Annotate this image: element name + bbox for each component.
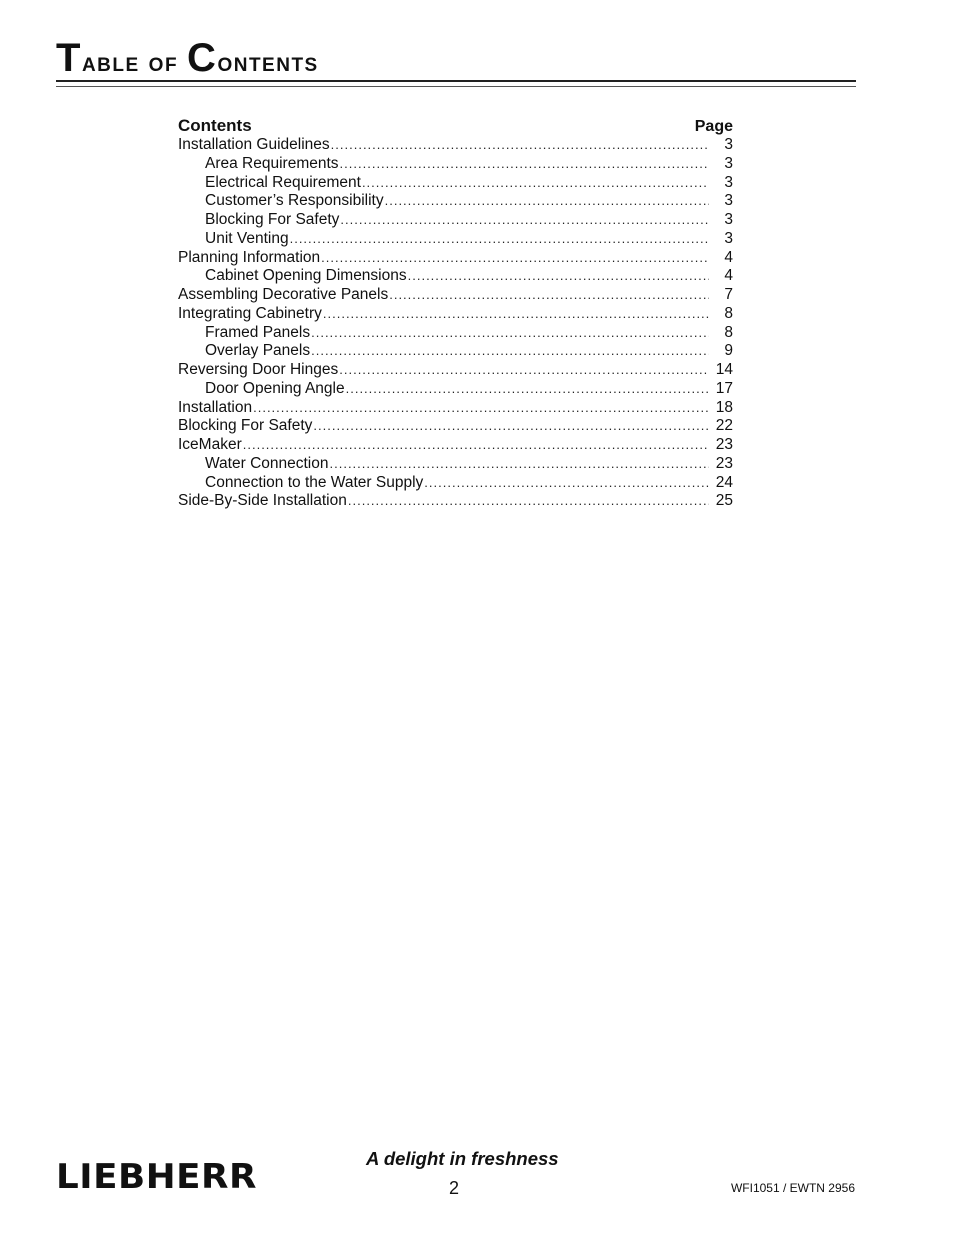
- toc-leader-dots: [323, 305, 709, 324]
- toc-leader-dots: [313, 417, 709, 436]
- toc-entry-label: Framed Panels: [205, 323, 311, 341]
- toc-entry-label: Reversing Door Hinges: [178, 361, 339, 378]
- toc-entry[interactable]: [178, 342, 733, 361]
- toc-leader-dots: [424, 474, 709, 493]
- toc-entry-page: 17: [715, 379, 733, 397]
- toc-entry-label: Installation: [178, 398, 253, 416]
- toc-entry[interactable]: [178, 230, 733, 249]
- toc-leader-dots: [340, 211, 709, 230]
- toc-entry[interactable]: [178, 492, 733, 511]
- toc-leader-dots: [243, 436, 709, 455]
- page-title: [56, 38, 319, 78]
- toc-entry-page: 25: [715, 492, 733, 510]
- toc-entry[interactable]: [178, 267, 733, 286]
- toc-page-heading: Page: [694, 118, 733, 135]
- toc-leader-dots: [311, 324, 709, 343]
- toc-entry-label: Assembling Decorative Panels: [178, 286, 389, 303]
- model-number: WFI1051 / EWTN 2956: [730, 1181, 855, 1195]
- title-part-2: ontents: [217, 47, 319, 77]
- toc-leader-dots: [253, 399, 709, 418]
- table-of-contents: [178, 111, 733, 511]
- toc-entry-page: 3: [724, 211, 733, 228]
- toc-entry-page: 22: [715, 417, 733, 435]
- toc-leader-dots: [408, 267, 709, 286]
- toc-entry[interactable]: [178, 455, 733, 474]
- toc-entry[interactable]: [178, 211, 733, 230]
- toc-entry-page: 18: [715, 398, 733, 416]
- toc-entry[interactable]: [178, 305, 733, 324]
- toc-entry-page: 3: [724, 192, 733, 210]
- toc-entry-label: Blocking For Safety: [205, 211, 340, 228]
- toc-entry-label: Cabinet Opening Dimensions: [205, 267, 407, 285]
- page-number: 2: [449, 1178, 460, 1198]
- toc-list: [178, 136, 733, 511]
- toc-leader-dots: [321, 249, 709, 268]
- toc-entry-label: Unit Venting: [205, 229, 289, 247]
- toc-leader-dots: [385, 192, 709, 211]
- toc-entry-page: 7: [724, 286, 733, 303]
- toc-leader-dots: [311, 342, 709, 361]
- toc-leader-dots: [346, 380, 709, 399]
- toc-leader-dots: [290, 230, 709, 249]
- title-initial-t: T: [56, 36, 82, 80]
- toc-entry-page: 3: [724, 136, 733, 153]
- header-rule-thick: [56, 80, 856, 82]
- toc-entry[interactable]: [178, 249, 733, 268]
- toc-entry-label: Blocking For Safety: [178, 417, 313, 435]
- toc-entry-label: Integrating Cabinetry: [178, 304, 322, 322]
- toc-entry[interactable]: [178, 286, 733, 305]
- toc-entry-label: Overlay Panels: [205, 342, 311, 360]
- toc-entry[interactable]: [178, 361, 733, 380]
- toc-entry[interactable]: [178, 174, 733, 193]
- toc-entry-page: 23: [715, 436, 733, 453]
- toc-entry-label: Door Opening Angle: [205, 379, 345, 397]
- toc-entry-page: 4: [724, 248, 733, 266]
- toc-entry[interactable]: [178, 380, 733, 399]
- toc-entry-label: Electrical Requirement: [205, 173, 361, 191]
- toc-leader-dots: [348, 492, 709, 511]
- toc-entry-page: 14: [715, 361, 733, 378]
- toc-entry[interactable]: [178, 192, 733, 211]
- toc-leader-dots: [339, 361, 709, 380]
- toc-entry-page: 8: [724, 304, 733, 322]
- toc-entry[interactable]: [178, 155, 733, 174]
- title-initial-c: C: [187, 36, 218, 80]
- toc-entry-label: Planning Information: [178, 248, 321, 266]
- footer-tagline: A delight in freshness: [366, 1148, 559, 1169]
- toc-entry-label: Customer’s Responsibility: [205, 192, 384, 210]
- toc-entry-label: Water Connection: [205, 454, 329, 472]
- toc-heading: Contents: [178, 116, 252, 135]
- toc-entry[interactable]: [178, 436, 733, 455]
- toc-entry[interactable]: [178, 474, 733, 493]
- toc-leader-dots: [330, 455, 710, 474]
- toc-leader-dots: [340, 155, 709, 174]
- toc-entry[interactable]: [178, 399, 733, 418]
- toc-entry-page: 4: [724, 267, 733, 285]
- header-rule-thin: [56, 86, 856, 87]
- toc-leader-dots: [362, 174, 709, 193]
- toc-entry-label: Installation Guidelines: [178, 136, 330, 153]
- toc-entry-label: IceMaker: [178, 436, 242, 453]
- toc-entry-page: 3: [724, 173, 733, 191]
- toc-entry[interactable]: [178, 417, 733, 436]
- toc-entry-page: 9: [724, 342, 733, 360]
- toc-entry-page: 3: [724, 229, 733, 247]
- toc-header: [178, 111, 733, 136]
- toc-entry-page: 3: [724, 154, 733, 172]
- toc-entry[interactable]: [178, 136, 733, 155]
- toc-entry-label: Side-By-Side Installation: [178, 492, 347, 510]
- title-part-1: able of: [81, 47, 188, 77]
- toc-entry-label: Connection to the Water Supply: [205, 473, 424, 491]
- toc-entry-page: 24: [715, 473, 733, 491]
- toc-entry[interactable]: [178, 324, 733, 343]
- toc-leader-dots: [331, 136, 709, 155]
- toc-leader-dots: [389, 286, 709, 305]
- toc-entry-page: 23: [715, 454, 733, 472]
- liebherr-logo: LIEBHERR: [56, 1157, 258, 1197]
- toc-entry-page: 8: [724, 323, 733, 341]
- toc-entry-label: Area Requirements: [205, 154, 339, 172]
